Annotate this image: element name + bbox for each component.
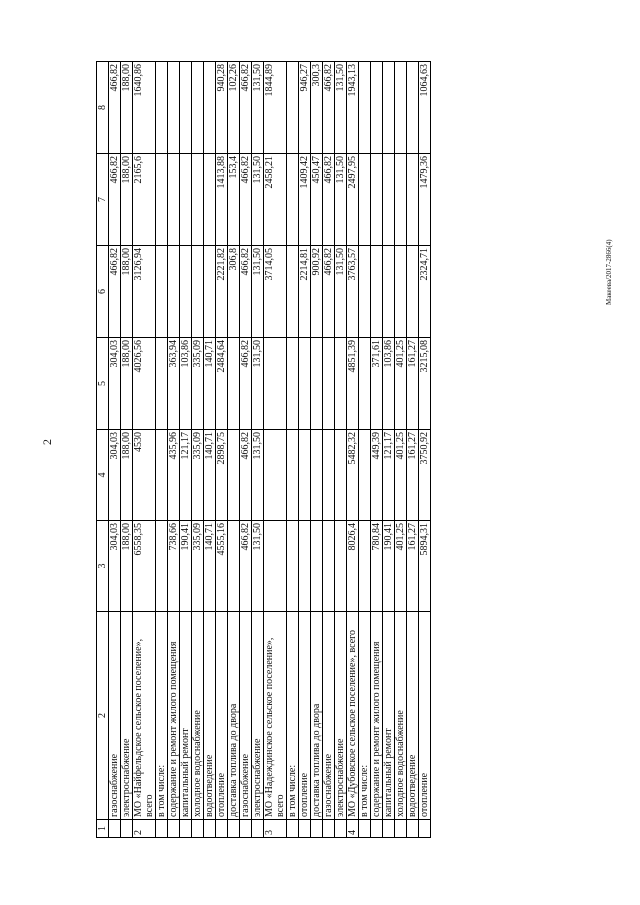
value-cell: 8026,4 bbox=[347, 521, 359, 612]
row-number-cell bbox=[383, 820, 395, 838]
value-cell: 161,27 bbox=[407, 430, 419, 521]
value-cell bbox=[395, 246, 407, 338]
column-number-cell: 7 bbox=[97, 154, 109, 246]
value-cell bbox=[395, 62, 407, 154]
value-cell: 466,82 bbox=[323, 62, 335, 154]
value-cell bbox=[407, 246, 419, 338]
value-cell bbox=[371, 154, 383, 246]
table-row bbox=[287, 62, 299, 838]
column-number-cell: 3 bbox=[97, 521, 109, 612]
value-cell: 131,50 bbox=[252, 62, 264, 154]
value-cell: 103,86 bbox=[180, 338, 192, 430]
value-cell: 161,27 bbox=[407, 521, 419, 612]
row-number-cell bbox=[180, 820, 192, 838]
value-cell: 450,47 bbox=[311, 154, 323, 246]
row-number-cell bbox=[156, 820, 168, 838]
value-cell bbox=[299, 430, 311, 521]
row-number-cell bbox=[371, 820, 383, 838]
table-row bbox=[323, 62, 335, 838]
value-cell bbox=[311, 338, 323, 430]
row-number-cell bbox=[168, 820, 180, 838]
value-cell: 131,50 bbox=[252, 246, 264, 338]
value-cell: 335,09 bbox=[192, 521, 204, 612]
row-number-cell bbox=[252, 820, 264, 838]
value-cell bbox=[383, 62, 395, 154]
value-cell bbox=[359, 338, 371, 430]
value-cell: 1409,42 bbox=[299, 154, 311, 246]
table-row bbox=[168, 62, 180, 838]
row-number-cell bbox=[419, 820, 431, 838]
value-cell bbox=[156, 430, 168, 521]
value-cell: 401,25 bbox=[395, 338, 407, 430]
value-cell: 363,94 bbox=[168, 338, 180, 430]
value-cell: 140,71 bbox=[204, 338, 216, 430]
row-number-cell bbox=[204, 820, 216, 838]
value-cell bbox=[228, 338, 240, 430]
value-cell: 466,82 bbox=[240, 521, 252, 612]
row-number-cell bbox=[407, 820, 419, 838]
value-cell bbox=[371, 246, 383, 338]
row-number-cell bbox=[299, 820, 311, 838]
value-cell bbox=[311, 430, 323, 521]
value-cell bbox=[383, 154, 395, 246]
table-row bbox=[204, 62, 216, 838]
value-cell bbox=[168, 246, 180, 338]
value-cell bbox=[323, 521, 335, 612]
row-number-cell: 4 bbox=[347, 820, 359, 838]
value-cell: 131,50 bbox=[335, 62, 347, 154]
value-cell bbox=[287, 154, 299, 246]
row-name-cell: отопление bbox=[299, 612, 311, 820]
value-cell: 5482,32 bbox=[347, 430, 359, 521]
value-cell bbox=[156, 338, 168, 430]
row-name-cell: МО «Дубовское сельское поселение», всего bbox=[347, 612, 359, 820]
value-cell bbox=[287, 338, 299, 430]
value-cell: 2458,21 bbox=[264, 154, 287, 246]
value-cell: 1064,63 bbox=[419, 62, 431, 154]
value-cell bbox=[299, 338, 311, 430]
row-name-cell: МО «Надеждинское сельское поселение», всего bbox=[264, 612, 287, 820]
value-cell: 466,82 bbox=[240, 338, 252, 430]
value-cell: 3215,08 bbox=[419, 338, 431, 430]
value-cell: 900,92 bbox=[311, 246, 323, 338]
table-row bbox=[395, 62, 407, 838]
value-cell bbox=[359, 62, 371, 154]
document-code: Макеева/2017-2866(4) bbox=[605, 239, 613, 305]
value-cell bbox=[287, 430, 299, 521]
row-number-cell bbox=[335, 820, 347, 838]
row-name-cell: электроснабжение bbox=[252, 612, 264, 820]
table-row bbox=[192, 62, 204, 838]
value-cell bbox=[335, 521, 347, 612]
row-name-cell: водоотведение bbox=[407, 612, 419, 820]
value-cell: 161,27 bbox=[407, 338, 419, 430]
table-row bbox=[252, 62, 264, 838]
table-row bbox=[407, 62, 419, 838]
value-cell bbox=[228, 521, 240, 612]
value-cell: 401,25 bbox=[395, 521, 407, 612]
value-cell: 2497,95 bbox=[347, 154, 359, 246]
row-name-cell: содержание и ремонт жилого помещения bbox=[371, 612, 383, 820]
row-name-cell: газоснабжение bbox=[323, 612, 335, 820]
value-cell: 5894,31 bbox=[419, 521, 431, 612]
value-cell: 780,84 bbox=[371, 521, 383, 612]
value-cell: 188,00 bbox=[121, 246, 133, 338]
value-cell: 3763,57 bbox=[347, 246, 359, 338]
column-number-cell: 6 bbox=[97, 246, 109, 338]
value-cell: 449,39 bbox=[371, 430, 383, 521]
row-number-cell bbox=[240, 820, 252, 838]
row-number-cell bbox=[228, 820, 240, 838]
row-number-cell: 3 bbox=[264, 820, 287, 838]
row-name-cell: в том числе: bbox=[156, 612, 168, 820]
column-number-cell: 8 bbox=[97, 62, 109, 154]
value-cell: 140,71 bbox=[204, 430, 216, 521]
value-cell bbox=[407, 62, 419, 154]
table-row bbox=[240, 62, 252, 838]
column-number-cell: 2 bbox=[97, 612, 109, 820]
value-cell: 466,82 bbox=[240, 62, 252, 154]
table-row bbox=[383, 62, 395, 838]
value-cell: 188,00 bbox=[121, 154, 133, 246]
column-number-cell: 5 bbox=[97, 338, 109, 430]
tariff-table bbox=[96, 61, 431, 838]
value-cell bbox=[204, 154, 216, 246]
value-cell: 738,66 bbox=[168, 521, 180, 612]
value-cell: 466,82 bbox=[240, 246, 252, 338]
value-cell: 466,82 bbox=[240, 154, 252, 246]
value-cell bbox=[323, 338, 335, 430]
value-cell: 103,86 bbox=[383, 338, 395, 430]
row-number-cell bbox=[109, 820, 121, 838]
value-cell bbox=[180, 246, 192, 338]
value-cell: 6558,35 bbox=[133, 521, 156, 612]
value-cell bbox=[168, 62, 180, 154]
value-cell: 1640,86 bbox=[133, 62, 156, 154]
value-cell bbox=[156, 62, 168, 154]
row-name-cell: капитальный ремонт bbox=[180, 612, 192, 820]
row-name-cell: отопление bbox=[216, 612, 228, 820]
row-name-cell: доставка топлива до двора bbox=[311, 612, 323, 820]
value-cell bbox=[180, 62, 192, 154]
row-name-cell: в том числе: bbox=[359, 612, 371, 820]
table-row bbox=[264, 62, 287, 838]
value-cell: 4026,56 bbox=[133, 338, 156, 430]
value-cell: 131,50 bbox=[252, 338, 264, 430]
row-name-cell: холодное водоснабжение bbox=[192, 612, 204, 820]
value-cell: 1844,89 bbox=[264, 62, 287, 154]
column-number-cell: 1 bbox=[97, 820, 109, 838]
value-cell bbox=[287, 246, 299, 338]
table-row bbox=[228, 62, 240, 838]
table-row bbox=[156, 62, 168, 838]
value-cell: 946,27 bbox=[299, 62, 311, 154]
value-cell bbox=[192, 154, 204, 246]
value-cell: 190,41 bbox=[383, 521, 395, 612]
table-row bbox=[121, 62, 133, 838]
value-cell bbox=[311, 521, 323, 612]
value-cell: 131,50 bbox=[252, 154, 264, 246]
value-cell bbox=[192, 246, 204, 338]
column-number-cell: 4 bbox=[97, 430, 109, 521]
row-number-cell: 2 bbox=[133, 820, 156, 838]
row-name-cell: газоснабжение bbox=[240, 612, 252, 820]
value-cell: 466,82 bbox=[240, 430, 252, 521]
value-cell: 304,03 bbox=[109, 338, 121, 430]
value-cell: 131,50 bbox=[335, 246, 347, 338]
row-name-cell: холодное водоснабжение bbox=[395, 612, 407, 820]
table-row bbox=[109, 62, 121, 838]
value-cell bbox=[204, 246, 216, 338]
table-row bbox=[335, 62, 347, 838]
value-cell: 121,17 bbox=[180, 430, 192, 521]
value-cell: 3126,94 bbox=[133, 246, 156, 338]
value-cell: 3714,05 bbox=[264, 246, 287, 338]
value-cell bbox=[371, 62, 383, 154]
value-cell bbox=[168, 154, 180, 246]
value-cell: 2324,71 bbox=[419, 246, 431, 338]
row-name-cell: содержание и ремонт жилого помещения bbox=[168, 612, 180, 820]
value-cell bbox=[359, 521, 371, 612]
row-name-cell: МО «Найфельдское сельское поселение», всего bbox=[133, 612, 156, 820]
row-number-cell bbox=[192, 820, 204, 838]
value-cell: 940,28 bbox=[216, 62, 228, 154]
value-cell: 2214,81 bbox=[299, 246, 311, 338]
value-cell bbox=[407, 154, 419, 246]
value-cell: 2898,75 bbox=[216, 430, 228, 521]
value-cell bbox=[228, 430, 240, 521]
value-cell: 4530 bbox=[133, 430, 156, 521]
rotated-table-wrapper bbox=[96, 62, 574, 838]
table-row bbox=[371, 62, 383, 838]
value-cell: 190,41 bbox=[180, 521, 192, 612]
table-row bbox=[180, 62, 192, 838]
table-row bbox=[419, 62, 431, 838]
row-number-cell bbox=[311, 820, 323, 838]
value-cell: 304,03 bbox=[109, 521, 121, 612]
value-cell: 335,09 bbox=[192, 338, 204, 430]
table-header-row bbox=[97, 62, 109, 838]
value-cell: 188,00 bbox=[121, 521, 133, 612]
value-cell bbox=[335, 338, 347, 430]
value-cell: 466,82 bbox=[323, 246, 335, 338]
value-cell: 4555,16 bbox=[216, 521, 228, 612]
value-cell: 300,3 bbox=[311, 62, 323, 154]
row-number-cell bbox=[323, 820, 335, 838]
value-cell: 1943,13 bbox=[347, 62, 359, 154]
value-cell: 1413,88 bbox=[216, 154, 228, 246]
value-cell bbox=[180, 154, 192, 246]
value-cell bbox=[264, 338, 287, 430]
row-name-cell: отопление bbox=[419, 612, 431, 820]
row-number-cell bbox=[121, 820, 133, 838]
value-cell: 188,00 bbox=[121, 62, 133, 154]
value-cell: 121,17 bbox=[383, 430, 395, 521]
table-row bbox=[216, 62, 228, 838]
value-cell bbox=[323, 430, 335, 521]
value-cell: 3750,92 bbox=[419, 430, 431, 521]
value-cell bbox=[395, 154, 407, 246]
value-cell bbox=[264, 521, 287, 612]
row-number-cell bbox=[359, 820, 371, 838]
value-cell: 466,82 bbox=[323, 154, 335, 246]
value-cell: 2221,82 bbox=[216, 246, 228, 338]
value-cell: 4851,39 bbox=[347, 338, 359, 430]
value-cell: 188,00 bbox=[121, 338, 133, 430]
value-cell: 466,82 bbox=[109, 62, 121, 154]
value-cell bbox=[192, 62, 204, 154]
value-cell bbox=[287, 521, 299, 612]
value-cell: 153,4 bbox=[228, 154, 240, 246]
value-cell bbox=[156, 521, 168, 612]
value-cell bbox=[383, 246, 395, 338]
value-cell: 102,26 bbox=[228, 62, 240, 154]
row-name-cell: газоснабжение bbox=[109, 612, 121, 820]
row-name-cell: доставка топлива до двора bbox=[228, 612, 240, 820]
row-name-cell: электроснабжение bbox=[121, 612, 133, 820]
value-cell: 371,61 bbox=[371, 338, 383, 430]
value-cell: 435,96 bbox=[168, 430, 180, 521]
table-row bbox=[299, 62, 311, 838]
value-cell: 188,00 bbox=[121, 430, 133, 521]
page-number: 2 bbox=[40, 439, 54, 445]
table-row bbox=[311, 62, 323, 838]
value-cell bbox=[156, 154, 168, 246]
value-cell bbox=[359, 154, 371, 246]
value-cell: 140,71 bbox=[204, 521, 216, 612]
row-name-cell: водоотведение bbox=[204, 612, 216, 820]
value-cell: 131,50 bbox=[335, 154, 347, 246]
value-cell bbox=[359, 430, 371, 521]
value-cell: 131,50 bbox=[252, 430, 264, 521]
row-number-cell bbox=[395, 820, 407, 838]
row-name-cell: электроснабжение bbox=[335, 612, 347, 820]
value-cell: 304,03 bbox=[109, 430, 121, 521]
value-cell bbox=[264, 430, 287, 521]
value-cell: 306,8 bbox=[228, 246, 240, 338]
value-cell: 466,82 bbox=[109, 246, 121, 338]
value-cell: 2484,64 bbox=[216, 338, 228, 430]
value-cell bbox=[204, 62, 216, 154]
value-cell: 2165,6 bbox=[133, 154, 156, 246]
value-cell bbox=[335, 430, 347, 521]
row-number-cell bbox=[216, 820, 228, 838]
value-cell bbox=[359, 246, 371, 338]
value-cell bbox=[287, 62, 299, 154]
value-cell: 131,50 bbox=[252, 521, 264, 612]
table-row bbox=[347, 62, 359, 838]
value-cell bbox=[156, 246, 168, 338]
table-row bbox=[359, 62, 371, 838]
value-cell: 401,25 bbox=[395, 430, 407, 521]
value-cell bbox=[299, 521, 311, 612]
table-body bbox=[97, 62, 431, 838]
value-cell: 466,82 bbox=[109, 154, 121, 246]
value-cell: 335,09 bbox=[192, 430, 204, 521]
row-name-cell: в том числе: bbox=[287, 612, 299, 820]
value-cell: 1479,36 bbox=[419, 154, 431, 246]
row-name-cell: капитальный ремонт bbox=[383, 612, 395, 820]
row-number-cell bbox=[287, 820, 299, 838]
table-row bbox=[133, 62, 156, 838]
